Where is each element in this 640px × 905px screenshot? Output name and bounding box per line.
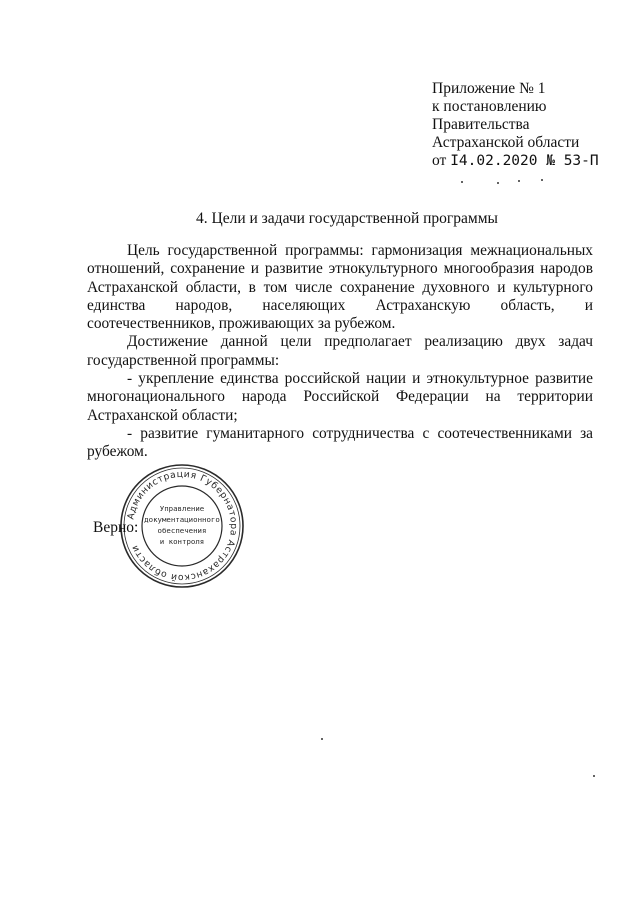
appendix-line-4: Астраханской области (432, 134, 580, 151)
section-title: 4. Цели и задачи государственной программы (196, 210, 498, 227)
seal-center-line-3: обеспечения (157, 526, 207, 535)
certification-label: Верно: (93, 519, 139, 536)
scan-speck (541, 179, 543, 181)
task-item-2: - развитие гуманитарного сотрудничества с соотечественниками за рубежом. (87, 424, 593, 461)
goal-paragraph: Цель государственной программы: гармонизация межнациональных отношений, сохранение и развитие этнокультурного многообразия народов Астраханской области, в том числе сохранение духовного и культурного единства народов, населяющих Астраханскую область, и соотечественников, проживающих за рубежом. (87, 242, 593, 333)
seal-center-line-4: и контроля (159, 537, 205, 546)
appendix-date-line (432, 152, 599, 170)
appendix-line-1: Приложение № 1 (432, 80, 546, 97)
appendix-header (432, 80, 599, 170)
seal-ring-text: Администрация Губернатора Астраханской области (125, 468, 240, 584)
seal-center-line-1: Управление (159, 504, 205, 513)
scan-speck (461, 181, 463, 183)
appendix-date-prefix: от (432, 152, 447, 169)
appendix-date-value: I4.02.2020 № 53-П (450, 153, 599, 169)
appendix-line-2: к постановлению (432, 98, 547, 115)
body-text (87, 242, 593, 462)
tasks-intro-paragraph: Достижение данной цели предполагает реализацию двух задач государственной программы: (87, 333, 593, 369)
scan-speck (593, 775, 595, 777)
scan-speck (497, 182, 499, 184)
appendix-line-3: Правительства (432, 116, 530, 133)
scan-speck (518, 180, 520, 182)
scan-speck (321, 738, 323, 740)
task-item-1: - укрепление единства российской нации и этнокультурное развитие многонационального народа Российской Федерации на территории Астраханской области; (87, 370, 593, 424)
seal-center-line-2: документационного (144, 515, 220, 524)
